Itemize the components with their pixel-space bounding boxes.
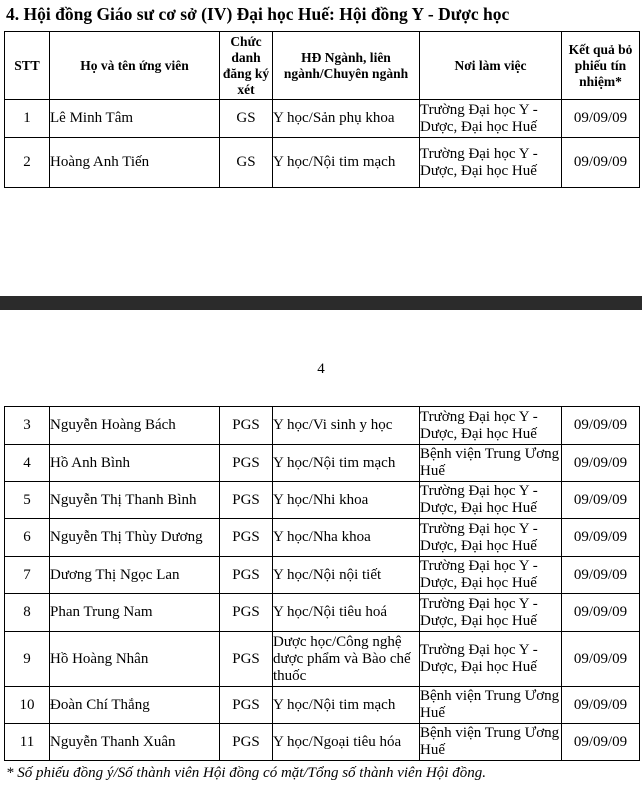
cell-title: PGS	[220, 594, 273, 632]
cell-stt: 7	[5, 557, 50, 594]
table-row	[5, 445, 640, 482]
table-row	[5, 407, 640, 445]
cell-title: PGS	[220, 687, 273, 724]
cell-field: Y học/Nội nội tiết	[273, 557, 420, 594]
cell-name: Đoàn Chí Thắng	[50, 687, 220, 724]
cell-stt: 3	[5, 407, 50, 445]
header-result: Kết quả bỏ phiếu tín nhiệm*	[562, 32, 640, 100]
cell-name: Nguyễn Thị Thùy Dương	[50, 519, 220, 557]
cell-field: Y học/Nội tiêu hoá	[273, 594, 420, 632]
cell-workplace: Trường Đại học Y - Dược, Đại học Huế	[420, 407, 562, 445]
cell-stt: 10	[5, 687, 50, 724]
cell-stt: 2	[5, 138, 50, 188]
cell-name: Nguyễn Hoàng Bách	[50, 407, 220, 445]
cell-result: 09/09/09	[562, 724, 640, 761]
cell-stt: 11	[5, 724, 50, 761]
cell-name: Nguyễn Thanh Xuân	[50, 724, 220, 761]
header-stt: STT	[5, 32, 50, 100]
cell-name: Hoàng Anh Tiến	[50, 138, 220, 188]
cell-field: Dược học/Công nghệ dược phẩm và Bào chế thuốc	[273, 632, 420, 687]
table-row	[5, 557, 640, 594]
cell-workplace: Trường Đại học Y - Dược, Đại học Huế	[420, 138, 562, 188]
cell-field: Y học/Nha khoa	[273, 519, 420, 557]
cell-name: Hồ Anh Bình	[50, 445, 220, 482]
cell-name: Phan Trung Nam	[50, 594, 220, 632]
page-separator	[0, 296, 642, 310]
cell-result: 09/09/09	[562, 594, 640, 632]
table-row	[5, 482, 640, 519]
cell-name: Nguyễn Thị Thanh Bình	[50, 482, 220, 519]
cell-stt: 8	[5, 594, 50, 632]
cell-result: 09/09/09	[562, 519, 640, 557]
cell-name: Lê Minh Tâm	[50, 100, 220, 138]
cell-result: 09/09/09	[562, 687, 640, 724]
cell-field: Y học/Nội tim mạch	[273, 687, 420, 724]
cell-workplace: Bệnh viện Trung Ương Huế	[420, 724, 562, 761]
cell-result: 09/09/09	[562, 482, 640, 519]
cell-title: GS	[220, 138, 273, 188]
table-row	[5, 632, 640, 687]
cell-name: Hồ Hoàng Nhân	[50, 632, 220, 687]
cell-field: Y học/Nội tim mạch	[273, 138, 420, 188]
cell-stt: 5	[5, 482, 50, 519]
cell-workplace: Trường Đại học Y - Dược, Đại học Huế	[420, 557, 562, 594]
cell-stt: 1	[5, 100, 50, 138]
table-row	[5, 100, 640, 138]
cell-result: 09/09/09	[562, 100, 640, 138]
page-number: 4	[317, 361, 325, 377]
cell-field: Y học/Sản phụ khoa	[273, 100, 420, 138]
table-row	[5, 138, 640, 188]
cell-title: PGS	[220, 724, 273, 761]
cell-title: PGS	[220, 482, 273, 519]
table-row	[5, 687, 640, 724]
cell-name: Dương Thị Ngọc Lan	[50, 557, 220, 594]
cell-result: 09/09/09	[562, 557, 640, 594]
cell-workplace: Bệnh viện Trung Ương Huế	[420, 445, 562, 482]
cell-workplace: Trường Đại học Y - Dược, Đại học Huế	[420, 632, 562, 687]
cell-workplace: Bệnh viện Trung Ương Huế	[420, 687, 562, 724]
table-row	[5, 519, 640, 557]
cell-result: 09/09/09	[562, 632, 640, 687]
cell-workplace: Trường Đại học Y - Dược, Đại học Huế	[420, 482, 562, 519]
header-title: Chức danh đăng ký xét	[220, 32, 273, 100]
cell-title: PGS	[220, 632, 273, 687]
cell-title: GS	[220, 100, 273, 138]
cell-title: PGS	[220, 445, 273, 482]
cell-stt: 4	[5, 445, 50, 482]
cell-field: Y học/Ngoại tiêu hóa	[273, 724, 420, 761]
table-row	[5, 724, 640, 761]
table-header-row	[5, 32, 640, 100]
table-row	[5, 594, 640, 632]
header-name: Họ và tên ứng viên	[50, 32, 220, 100]
cell-workplace: Trường Đại học Y - Dược, Đại học Huế	[420, 100, 562, 138]
cell-workplace: Trường Đại học Y - Dược, Đại học Huế	[420, 594, 562, 632]
cell-workplace: Trường Đại học Y - Dược, Đại học Huế	[420, 519, 562, 557]
cell-title: PGS	[220, 519, 273, 557]
cell-result: 09/09/09	[562, 407, 640, 445]
cell-stt: 9	[5, 632, 50, 687]
header-workplace: Nơi làm việc	[420, 32, 562, 100]
candidates-table-top	[4, 31, 640, 188]
footnote: * Số phiếu đồng ý/Số thành viên Hội đồng có mặt/Tổng số thành viên Hội đồng.	[6, 765, 486, 781]
cell-field: Y học/Nội tim mạch	[273, 445, 420, 482]
cell-result: 09/09/09	[562, 445, 640, 482]
candidates-table-bottom	[4, 406, 640, 761]
cell-title: PGS	[220, 557, 273, 594]
cell-stt: 6	[5, 519, 50, 557]
cell-field: Y học/Vi sinh y học	[273, 407, 420, 445]
cell-field: Y học/Nhi khoa	[273, 482, 420, 519]
header-field: HĐ Ngành, liên ngành/Chuyên ngành	[273, 32, 420, 100]
cell-title: PGS	[220, 407, 273, 445]
section-title: 4. Hội đồng Giáo sư cơ sở (IV) Đại học Huế: Hội đồng Y - Dược học	[6, 4, 510, 24]
cell-result: 09/09/09	[562, 138, 640, 188]
